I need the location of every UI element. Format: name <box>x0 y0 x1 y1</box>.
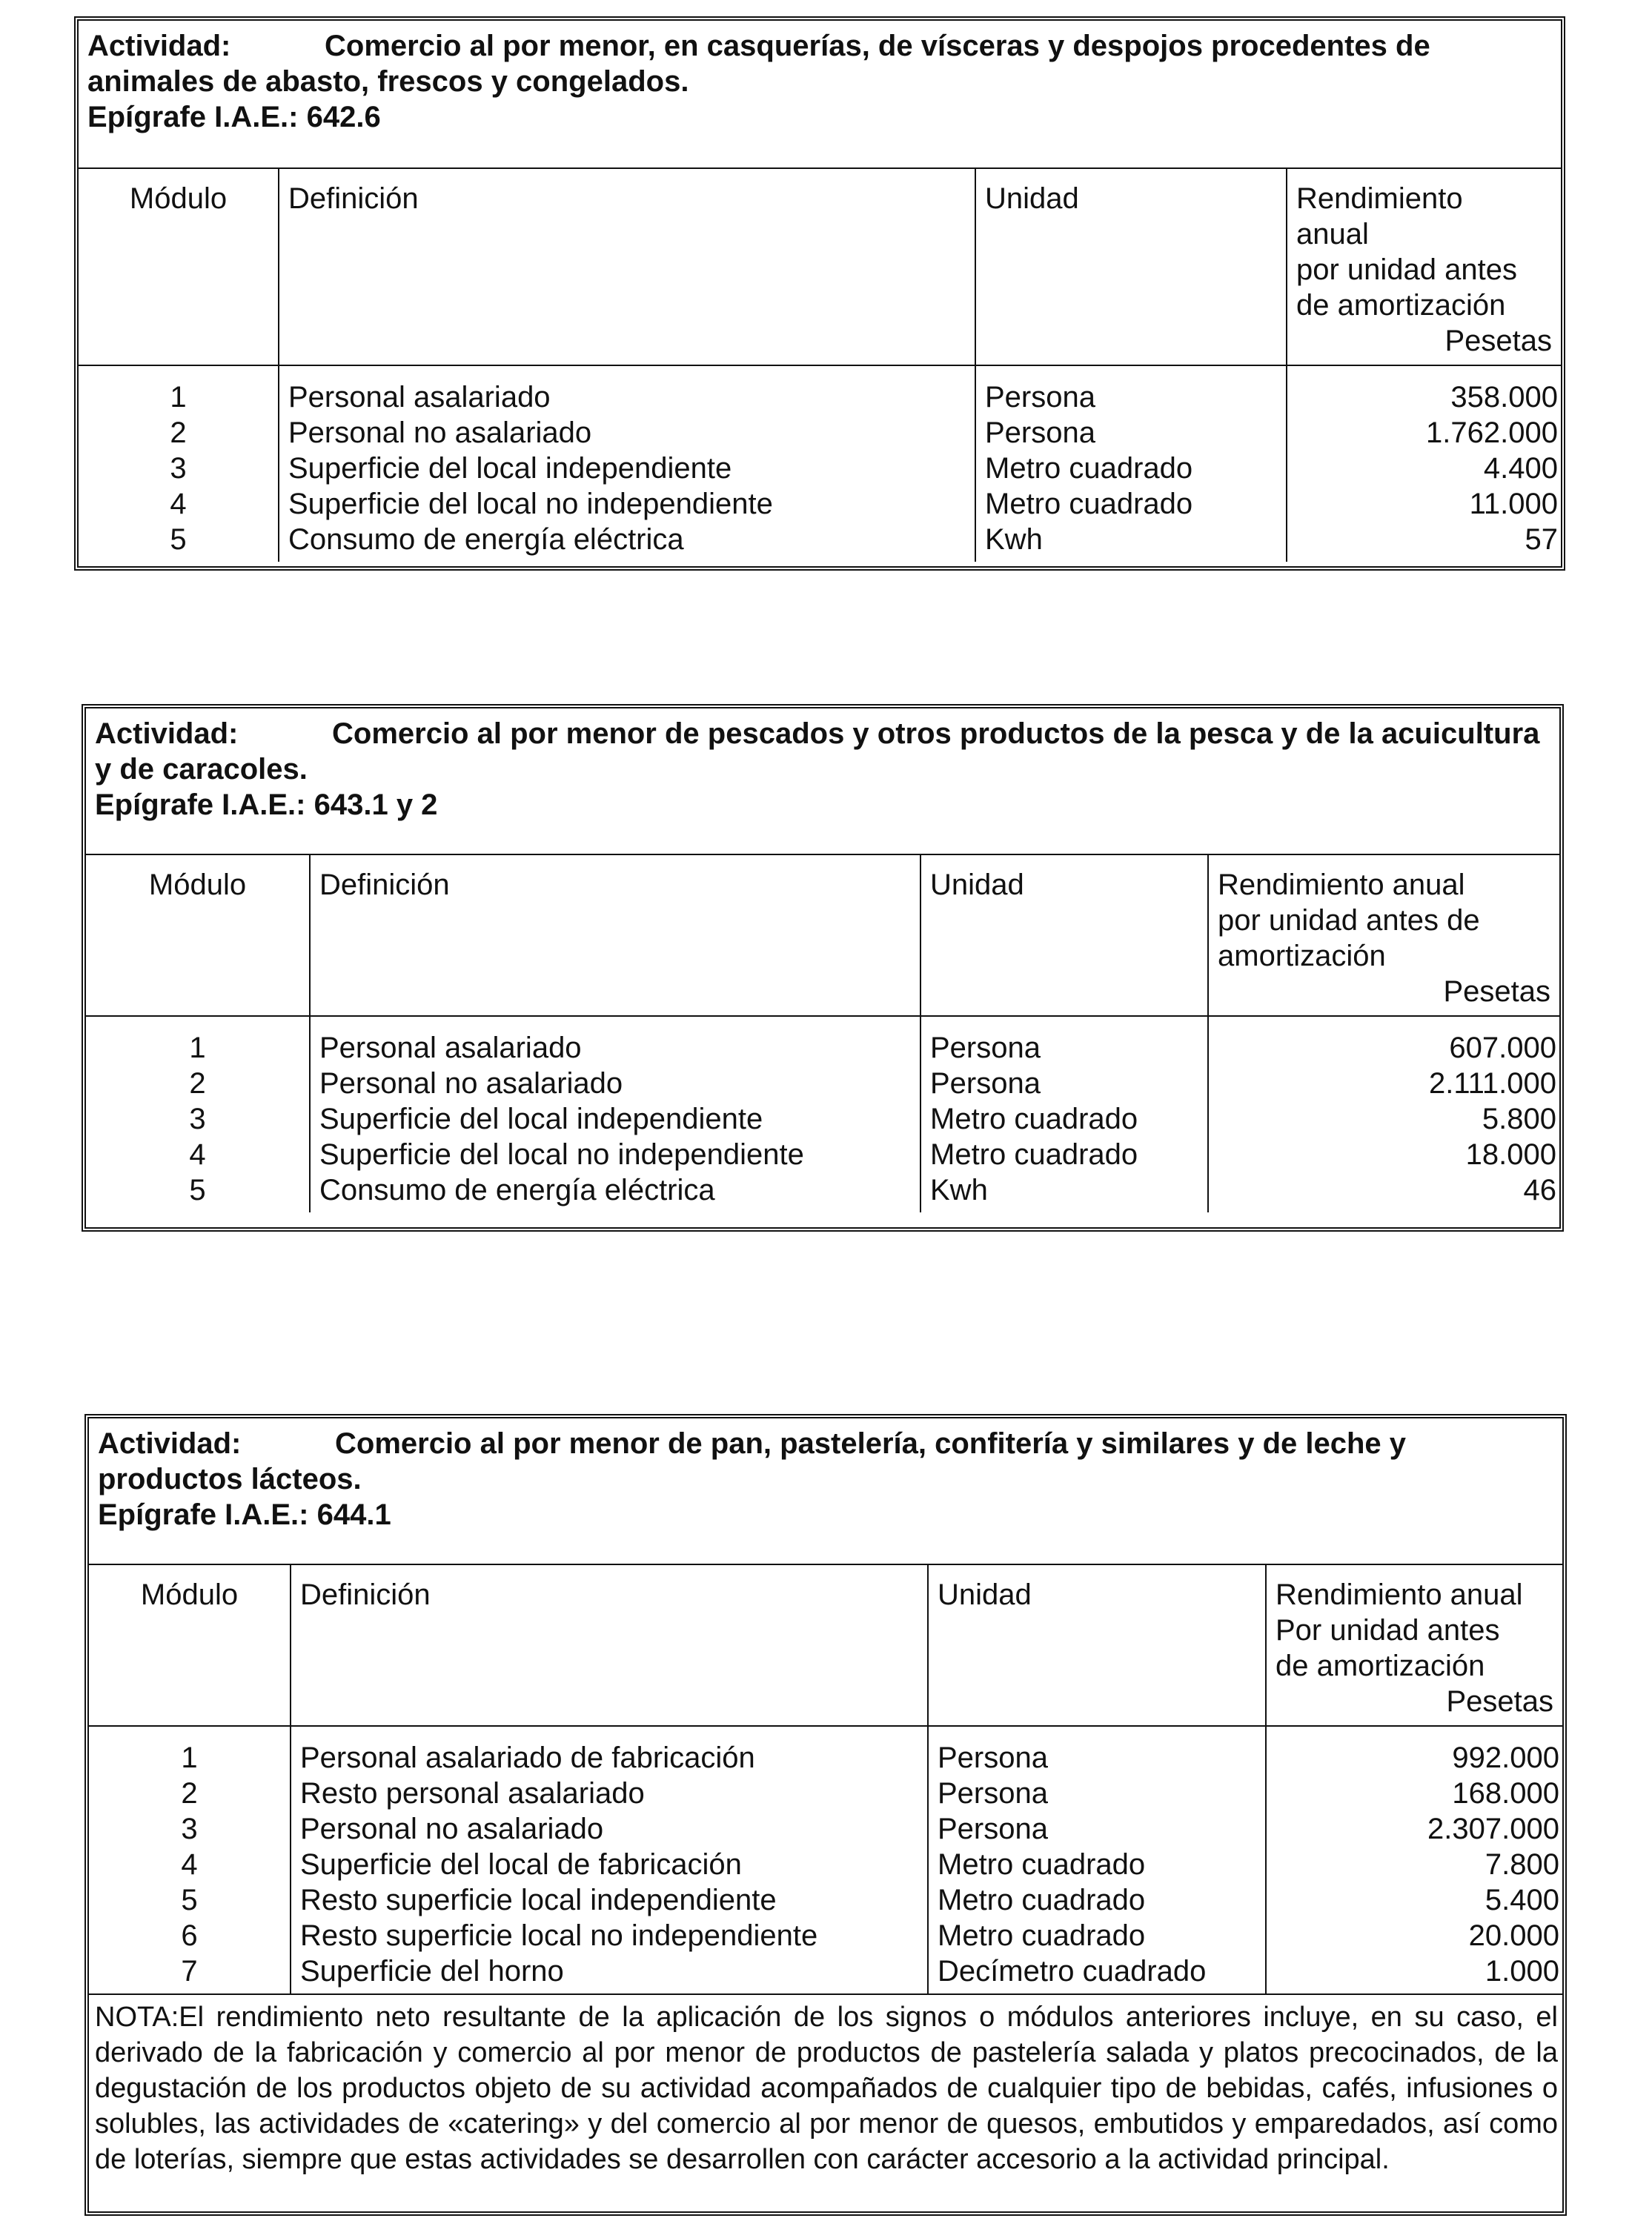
table-row <box>79 415 1561 451</box>
row-definicion: Superficie del local no independiente <box>279 486 975 522</box>
row-modulo: 7 <box>181 1955 198 1988</box>
col-unidad: Unidad <box>930 869 1024 901</box>
row-unidad: Metro cuadrado <box>920 1101 1208 1137</box>
activity-header <box>79 21 1561 169</box>
col-modulo: Módulo <box>148 869 247 901</box>
row-unidad: Persona <box>928 1726 1266 1776</box>
row-modulo: 3 <box>170 452 187 485</box>
row-unidad: Metro cuadrado <box>928 1918 1266 1953</box>
row-valor: 992.000 <box>1266 1726 1562 1776</box>
col-rendimiento <box>1209 855 1559 1015</box>
table-header-row <box>79 169 1561 365</box>
row-valor: 18.000 <box>1208 1137 1559 1172</box>
table-row <box>89 1882 1562 1918</box>
row-modulo: 6 <box>181 1919 198 1952</box>
col-rendimiento <box>1287 169 1561 365</box>
row-modulo: 3 <box>181 1813 198 1845</box>
row-unidad: Persona <box>975 365 1287 415</box>
table-row <box>86 1172 1559 1212</box>
table-row <box>86 1101 1559 1137</box>
row-unidad: Metro cuadrado <box>975 486 1287 522</box>
table-row <box>86 1066 1559 1101</box>
row-modulo: 4 <box>170 488 187 520</box>
row-modulo: 1 <box>170 381 187 414</box>
row-valor: 358.000 <box>1287 365 1561 415</box>
row-definicion: Superficie del local no independiente <box>310 1137 920 1172</box>
row-valor: 7.800 <box>1266 1847 1562 1882</box>
activity-header <box>86 708 1559 855</box>
row-definicion: Superficie del local independiente <box>310 1101 920 1137</box>
activity-description: Comercio al por menor de pescados y otros productos de la pesca y de la acuicultura y de caracoles. <box>95 717 1540 786</box>
table-row <box>86 1137 1559 1172</box>
table-row <box>89 1811 1562 1847</box>
row-definicion: Superficie del local de fabricación <box>291 1847 928 1882</box>
row-valor: 2.307.000 <box>1266 1811 1562 1847</box>
row-valor: 168.000 <box>1266 1776 1562 1811</box>
row-valor: 5.800 <box>1208 1101 1559 1137</box>
table-row <box>79 365 1561 415</box>
table-header-row <box>89 1565 1562 1726</box>
row-modulo: 5 <box>170 523 187 556</box>
table-row <box>79 451 1561 486</box>
currency-label: Pesetas <box>1443 975 1550 1008</box>
row-unidad: Persona <box>928 1811 1266 1847</box>
row-modulo: 4 <box>181 1848 198 1881</box>
col-modulo: Módulo <box>140 1578 239 1611</box>
row-unidad: Kwh <box>920 1172 1208 1212</box>
row-modulo: 2 <box>189 1067 206 1100</box>
row-valor: 1.000 <box>1266 1953 1562 1993</box>
table-row <box>89 1918 1562 1953</box>
row-valor: 20.000 <box>1266 1918 1562 1953</box>
row-unidad: Persona <box>920 1066 1208 1101</box>
modules-table <box>86 855 1559 1212</box>
row-modulo: 4 <box>189 1138 206 1171</box>
rendimiento-line: por unidad antes de <box>1218 904 1480 937</box>
row-modulo: 5 <box>181 1884 198 1916</box>
table-row <box>79 486 1561 522</box>
modules-table <box>89 1565 1562 1993</box>
row-unidad: Persona <box>928 1776 1266 1811</box>
table-row <box>89 1953 1562 1993</box>
row-modulo: 3 <box>189 1103 206 1135</box>
col-rendimiento <box>1267 1565 1562 1725</box>
rendimiento-line: amortización <box>1218 940 1386 972</box>
row-definicion: Personal asalariado <box>310 1016 920 1066</box>
row-definicion: Superficie del horno <box>291 1953 928 1993</box>
rendimiento-line: de amortización <box>1276 1650 1485 1682</box>
row-definicion: Superficie del local independiente <box>279 451 975 486</box>
row-definicion: Resto superficie local no independiente <box>291 1918 928 1953</box>
table-row <box>79 522 1561 562</box>
epigrafe-label: Epígrafe I.A.E.: 644.1 <box>98 1498 391 1531</box>
row-definicion: Personal no asalariado <box>279 415 975 451</box>
table-644-1 <box>84 1414 1567 2216</box>
row-unidad: Persona <box>975 415 1287 451</box>
rendimiento-line: Rendimiento anual <box>1276 1578 1523 1611</box>
row-valor: 57 <box>1287 522 1561 562</box>
activity-label: Actividad: <box>95 717 239 750</box>
row-unidad: Persona <box>920 1016 1208 1066</box>
table-row <box>89 1776 1562 1811</box>
row-modulo: 1 <box>189 1032 206 1064</box>
rendimiento-line: Rendimiento <box>1296 182 1463 215</box>
rendimiento-line: por unidad antes <box>1296 253 1518 286</box>
currency-label: Pesetas <box>1446 1685 1553 1718</box>
epigrafe-label: Epígrafe I.A.E.: 642.6 <box>87 101 381 133</box>
table-row <box>86 1016 1559 1066</box>
row-valor: 2.111.000 <box>1208 1066 1559 1101</box>
row-unidad: Kwh <box>975 522 1287 562</box>
col-unidad: Unidad <box>938 1578 1032 1611</box>
rendimiento-line: Rendimiento anual <box>1218 869 1465 901</box>
table-note: NOTA:El rendimiento neto resultante de la aplicación de los signos o módulos anteriores incluye, en su caso, el derivado de la fabricación y comercio al por menor de productos de pastelería salada y platos precocinados, de la degustación de los productos objeto de su actividad acompañados de cualquier tipo de bebidas, cafés, infusiones o solubles, las actividades de «catering» y del comercio al por menor de quesos, embutidos y emparedados, así como de loterías, siempre que estas actividades se desarrollen con carácter accesorio a la actividad principal. <box>89 1993 1562 2180</box>
row-definicion: Resto superficie local independiente <box>291 1882 928 1918</box>
row-definicion: Personal asalariado <box>279 365 975 415</box>
col-definicion: Definición <box>288 182 419 215</box>
row-valor: 46 <box>1208 1172 1559 1212</box>
col-modulo: Módulo <box>129 182 228 215</box>
activity-label: Actividad: <box>98 1427 242 1460</box>
row-modulo: 2 <box>170 416 187 449</box>
table-642-6 <box>74 16 1565 571</box>
row-modulo: 1 <box>181 1742 198 1774</box>
row-definicion: Personal no asalariado <box>291 1811 928 1847</box>
rendimiento-line: Por unidad antes <box>1276 1614 1500 1647</box>
activity-description: Comercio al por menor de pan, pastelería, confitería y similares y de leche y productos lácteos. <box>98 1427 1406 1495</box>
table-row <box>89 1726 1562 1776</box>
row-valor: 607.000 <box>1208 1016 1559 1066</box>
row-unidad: Metro cuadrado <box>928 1882 1266 1918</box>
row-unidad: Metro cuadrado <box>928 1847 1266 1882</box>
row-definicion: Consumo de energía eléctrica <box>279 522 975 562</box>
row-valor: 1.762.000 <box>1287 415 1561 451</box>
row-modulo: 5 <box>189 1174 206 1206</box>
col-definicion: Definición <box>300 1578 431 1611</box>
row-valor: 5.400 <box>1266 1882 1562 1918</box>
row-definicion: Personal asalariado de fabricación <box>291 1726 928 1776</box>
activity-header <box>89 1418 1562 1565</box>
epigrafe-label: Epígrafe I.A.E.: 643.1 y 2 <box>95 789 438 821</box>
row-unidad: Metro cuadrado <box>920 1137 1208 1172</box>
row-definicion: Resto personal asalariado <box>291 1776 928 1811</box>
col-definicion: Definición <box>319 869 450 901</box>
modules-table <box>79 169 1561 562</box>
row-definicion: Consumo de energía eléctrica <box>310 1172 920 1212</box>
table-header-row <box>86 855 1559 1016</box>
row-modulo: 2 <box>181 1777 198 1810</box>
row-valor: 4.400 <box>1287 451 1561 486</box>
activity-description: Comercio al por menor, en casquerías, de vísceras y despojos procedentes de animales de abasto, frescos y congelados. <box>87 30 1430 98</box>
rendimiento-line: anual <box>1296 218 1369 250</box>
row-valor: 11.000 <box>1287 486 1561 522</box>
row-definicion: Personal no asalariado <box>310 1066 920 1101</box>
row-unidad: Decímetro cuadrado <box>928 1953 1266 1993</box>
activity-label: Actividad: <box>87 30 231 62</box>
currency-label: Pesetas <box>1444 325 1552 357</box>
col-unidad: Unidad <box>985 182 1079 215</box>
table-643-1-2 <box>82 704 1564 1232</box>
rendimiento-line: de amortización <box>1296 289 1506 322</box>
row-unidad: Metro cuadrado <box>975 451 1287 486</box>
table-row <box>89 1847 1562 1882</box>
